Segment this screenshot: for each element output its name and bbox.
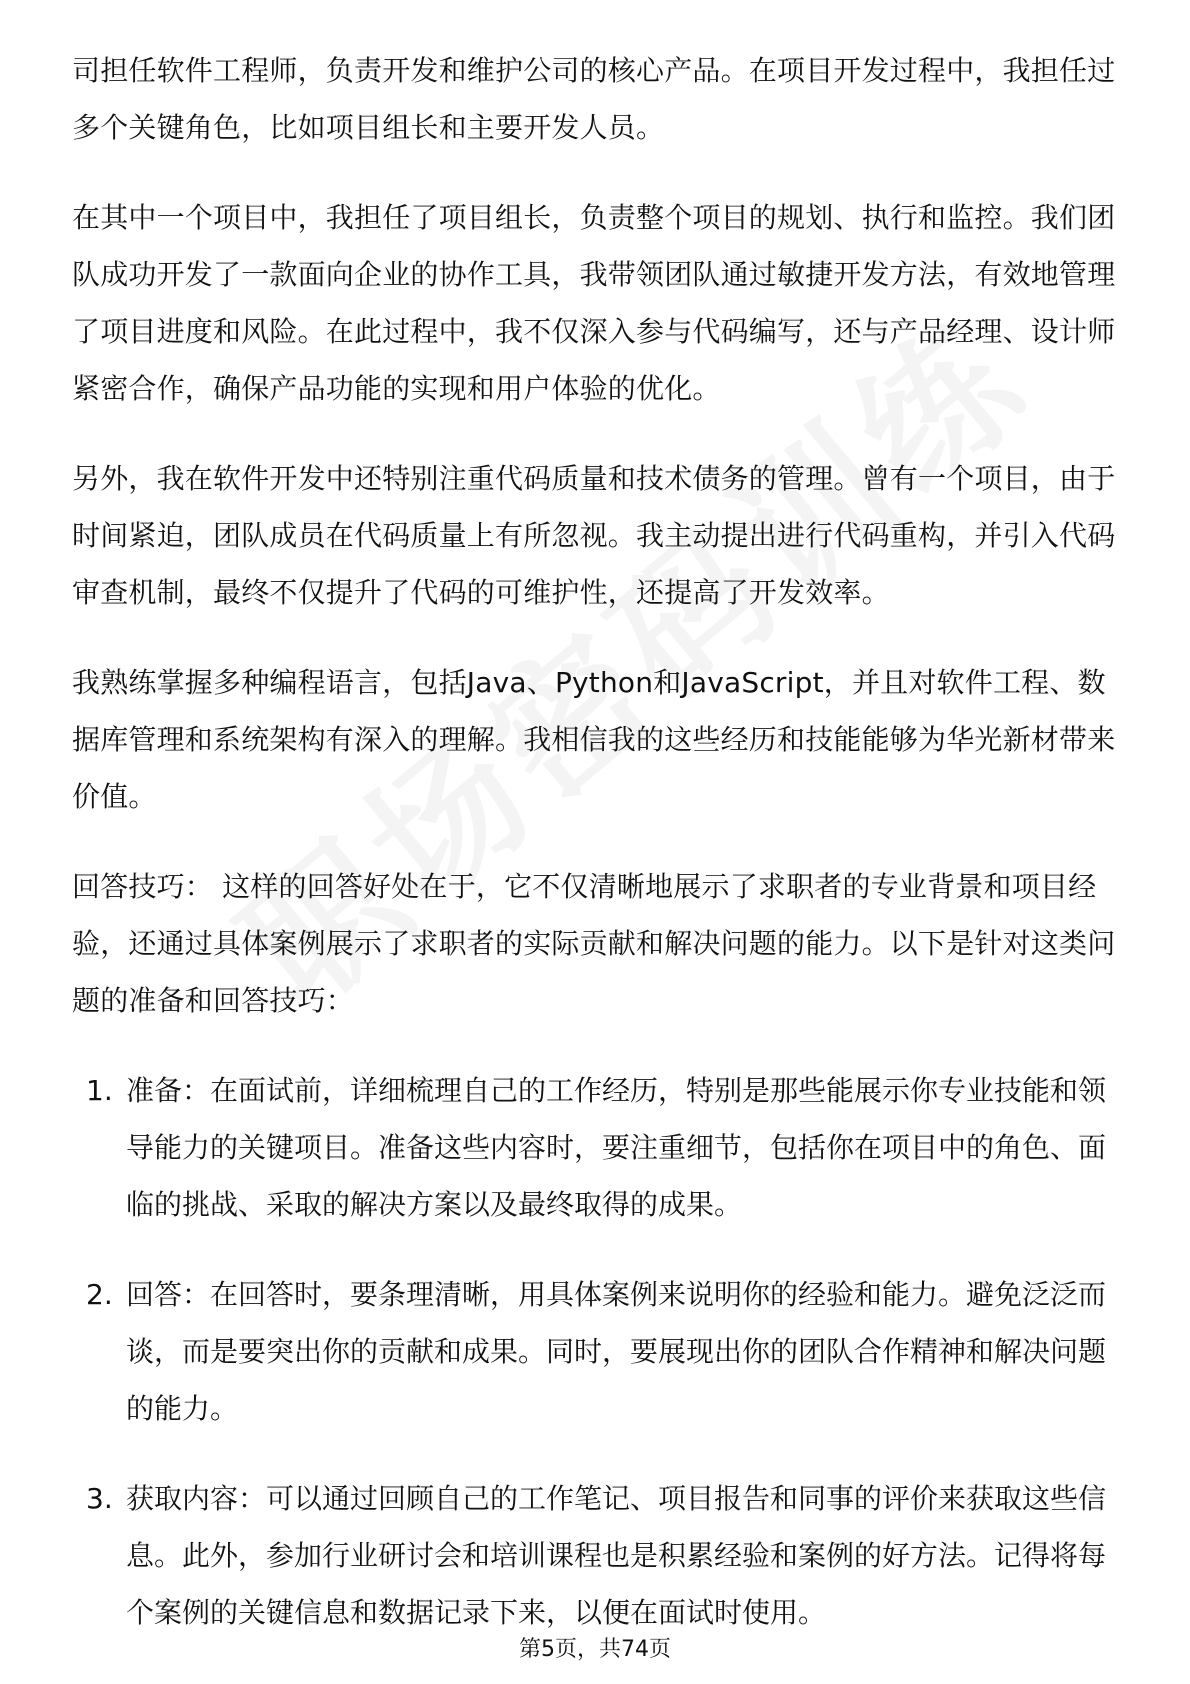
paragraph-skills: 我熟练掌握多种编程语言，包括Java、Python和JavaScript，并且对软件工程、数据库管理和系统架构有深入的理解。我相信我的这些经历和技能能够为华光新材带来价值。: [72, 666, 1116, 813]
list-item-number: 3.: [86, 1482, 113, 1515]
list-item-text: 获取内容：可以通过回顾自己的工作笔记、项目报告和同事的评价来获取这些信息。此外，参加行业研讨会和培训课程也是积累经验和案例的好方法。记得将每个案例的关键信息和数据记录下来，以便在面试时使用。: [126, 1482, 1107, 1629]
list-item-text: 回答：在回答时，要条理清晰，用具体案例来说明你的经验和能力。避免泛泛而谈，而是要突出你的贡献和成果。同时，要展现出你的团队合作精神和解决问题的能力。: [126, 1278, 1107, 1425]
list-item: [72, 1470, 1132, 1641]
list-item-text: 准备：在面试前，详细梳理自己的工作经历，特别是那些能展示你专业技能和领导能力的关键项目。准备这些内容时，要注重细节，包括你在项目中的角色、面临的挑战、采取的解决方案以及最终取得的成果。: [126, 1074, 1107, 1221]
list-item-number: 2.: [86, 1278, 113, 1311]
list-item-number: 1.: [86, 1074, 113, 1107]
paragraph-project-lead: 在其中一个项目中，我担任了项目组长，负责整个项目的规划、执行和监控。我们团队成功开发了一款面向企业的协作工具，我带领团队通过敏捷开发方法，有效地管理了项目进度和风险。在此过程中，我不仅深入参与代码编写，还与产品经理、设计师紧密合作，确保产品功能的实现和用户体验的优化。: [72, 201, 1116, 405]
list-item: [72, 1062, 1132, 1233]
page-number-footer: 第5页，共74页: [519, 1637, 671, 1662]
paragraph-answer-tips: 回答技巧： 这样的回答好处在于，它不仅清晰地展示了求职者的专业背景和项目经验，还通过具体案例展示了求职者的实际贡献和解决问题的能力。以下是针对这类问题的准备和回答技巧：: [72, 870, 1116, 1017]
paragraph-code-quality: 另外，我在软件开发中还特别注重代码质量和技术债务的管理。曾有一个项目，由于时间紧迫，团队成员在代码质量上有所忽视。我主动提出进行代码重构，并引入代码审查机制，最终不仅提升了代码的可维护性，还提高了开发效率。: [72, 462, 1116, 609]
paragraph-intro-continued: 司担任软件工程师，负责开发和维护公司的核心产品。在项目开发过程中，我担任过多个关键角色，比如项目组长和主要开发人员。: [72, 54, 1116, 144]
list-item: [72, 1266, 1132, 1437]
document-body: [72, 42, 1132, 1674]
tips-list: [72, 1062, 1132, 1641]
